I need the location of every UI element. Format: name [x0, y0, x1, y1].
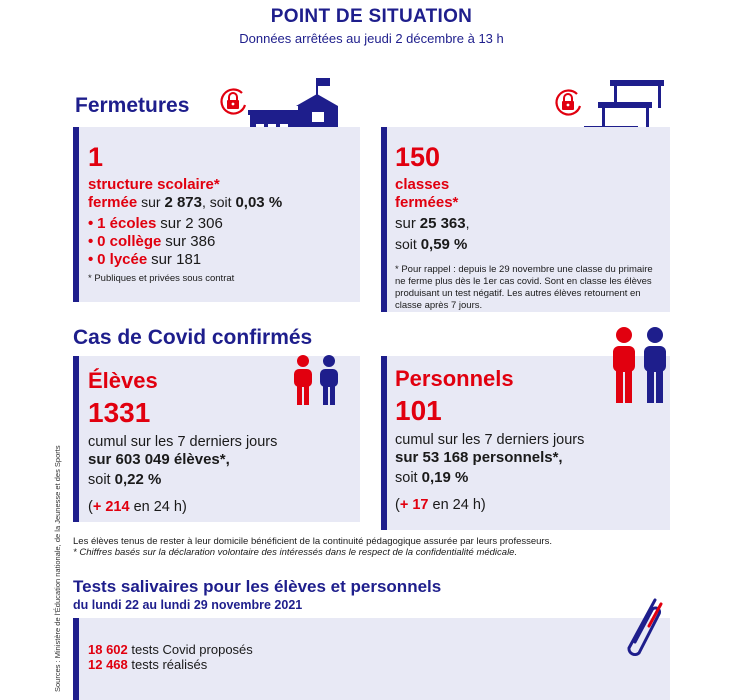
eleves-delta: + 214: [92, 499, 130, 515]
fermetures-heading: Fermetures: [75, 94, 190, 117]
classes-note: * Pour rappel : depuis le 29 novembre une classe du primaire ne ferme plus dès le 1er cas covid. Sont en classe les élèves produisant un test négatif. Les autres élèves retournent en classe après 7 jours.: [395, 264, 653, 311]
eleves-delta-line: [88, 498, 187, 516]
eleves-pct: 0,22 %: [114, 471, 162, 488]
tests-done-label: tests réalisés: [131, 657, 208, 672]
structures-label: structure scolaire*: [88, 176, 220, 193]
personnels-line2: sur 53 168 personnels*,: [395, 449, 563, 466]
tests-proposed-label: tests Covid proposés: [131, 642, 253, 657]
sur-text: sur: [395, 215, 416, 232]
card-accent-bar: [381, 127, 387, 312]
row-label: 0 collège: [97, 233, 162, 250]
eleves-line1: cumul sur les 7 derniers jours: [88, 434, 278, 450]
list-item: [88, 214, 223, 233]
eleves-pct-line: [88, 471, 161, 489]
bullet: •: [88, 251, 94, 268]
row-label: 1 écoles: [97, 215, 157, 232]
tests-period: du lundi 22 au lundi 29 novembre 2021: [73, 598, 303, 612]
bullet: •: [88, 215, 94, 232]
delta-suffix: en 24 h): [133, 499, 187, 515]
personnels-number: 101: [395, 395, 442, 426]
eleves-line2: sur 603 049 élèves*,: [88, 451, 230, 468]
classes-total: 25 363: [419, 215, 466, 232]
structures-total-line: [88, 193, 282, 212]
comma: ,: [465, 215, 470, 231]
soit-text: soit: [88, 472, 111, 488]
card-accent-bar: [73, 618, 79, 700]
structures-number: 1: [88, 142, 104, 172]
covid-heading: Cas de Covid confirmés: [73, 326, 313, 349]
tests-done-line: [88, 656, 207, 674]
classes-label: classes: [395, 176, 450, 193]
classes-total-line: [395, 214, 470, 233]
card-accent-bar: [73, 356, 79, 522]
personnels-pct-line: [395, 469, 468, 487]
row-total: sur 386: [165, 233, 216, 250]
list-item: [88, 232, 215, 251]
classes-number: 150: [395, 142, 441, 172]
classes-pct-line: [395, 235, 467, 254]
student-figures-icon: [289, 354, 343, 406]
staff-figures-icon: [609, 326, 671, 404]
page-subtitle: Données arrêtées au jeudi 2 décembre à 13 h: [239, 31, 504, 46]
personnels-delta-line: [395, 496, 486, 514]
bullet: •: [88, 233, 94, 250]
card-accent-bar: [381, 356, 387, 530]
structures-label2: fermée: [88, 194, 138, 211]
paren: (: [88, 499, 93, 515]
tests-done-number: 12 468: [88, 657, 128, 672]
covid-note: Les élèves tenus de rester à leur domicile bénéficient de la continuité pédagogique assurée par leurs professeurs.: [73, 536, 552, 547]
soit-text: soit: [395, 236, 417, 252]
paperclip-icon: [615, 596, 665, 662]
eleves-label: Élèves: [88, 368, 158, 393]
classes-pct: 0,59 %: [420, 236, 468, 253]
page-title: POINT DE SITUATION: [270, 6, 473, 27]
sources-text: Sources : Ministère de l'Éducation nationale, de la Jeunesse et des Sports: [53, 445, 62, 692]
tests-heading: Tests salivaires pour les élèves et personnels: [73, 577, 442, 596]
row-total: sur 2 306: [160, 215, 223, 232]
sur-text: sur: [141, 194, 161, 210]
soit-text: soit: [395, 470, 418, 486]
lock-icon: [553, 88, 583, 118]
structures-note: * Publiques et privées sous contrat: [88, 273, 235, 284]
row-total: sur 181: [151, 251, 202, 268]
structures-pct: 0,03 %: [235, 194, 283, 211]
delta-suffix: en 24 h): [432, 497, 486, 513]
personnels-delta: + 17: [399, 497, 429, 513]
personnels-label: Personnels: [395, 366, 514, 391]
paren: (: [395, 497, 400, 513]
personnels-line1: cumul sur les 7 derniers jours: [395, 432, 585, 448]
list-item: [88, 250, 201, 269]
card-accent-bar: [73, 127, 79, 302]
tests-proposed-number: 18 602: [88, 642, 128, 657]
lock-icon: [218, 87, 248, 117]
structures-total: 2 873: [164, 194, 202, 211]
classes-label2: fermées*: [395, 194, 459, 211]
eleves-number: 1331: [88, 397, 151, 428]
covid-footnote: * Chiffres basés sur la déclaration volontaire des intéressés dans le respect de la confidentialité médicale.: [73, 547, 518, 558]
row-label: 0 lycée: [97, 251, 148, 268]
personnels-pct: 0,19 %: [421, 469, 469, 486]
soit-text: , soit: [201, 194, 232, 210]
